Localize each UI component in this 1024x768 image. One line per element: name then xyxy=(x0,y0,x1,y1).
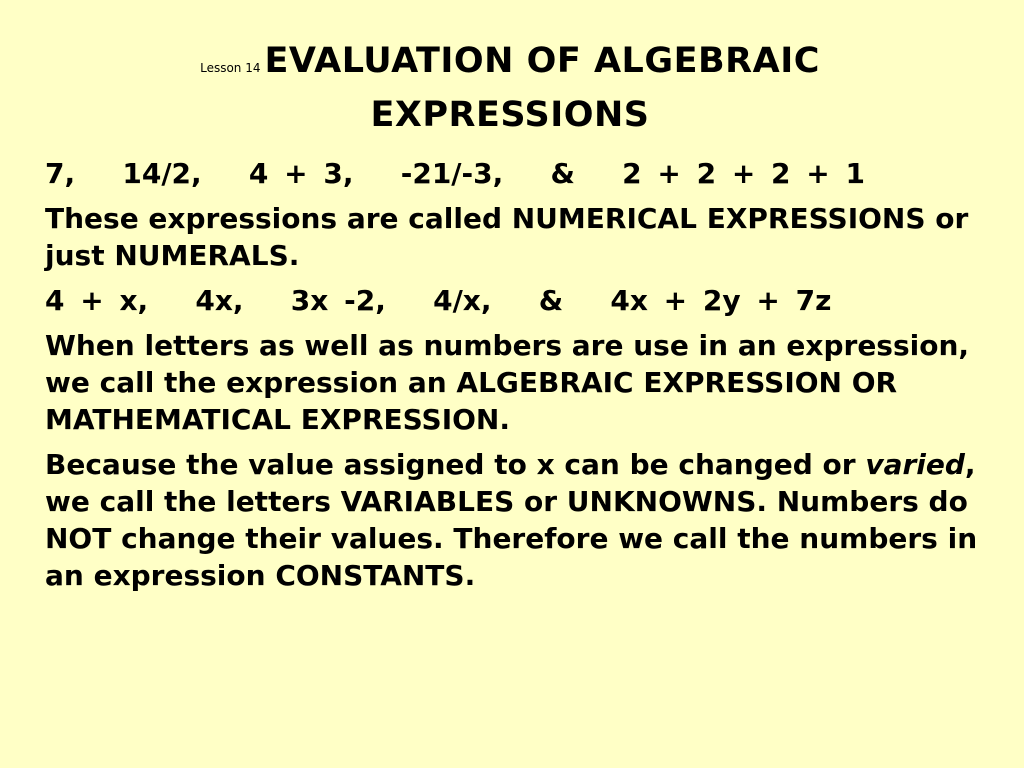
numerical-definition: These expressions are called NUMERICAL EXPRESSIONS or just NUMERALS. xyxy=(45,202,969,272)
slide-title xyxy=(120,38,900,139)
algebraic-examples: 4 + x, 4x, 3x -2, 4/x, & 4x + 2y + 7z xyxy=(45,284,832,317)
variables-italic-word: varied xyxy=(865,448,965,481)
variables-text-end: , we call the letters VARIABLES or UNKNOWNS. Numbers do NOT change their values. Therefore we call the numbers in an expression CONSTANTS. xyxy=(45,448,978,592)
lesson-label: Lesson 14 xyxy=(200,61,261,75)
title-text: EVALUATION OF ALGEBRAIC EXPRESSIONS xyxy=(264,41,820,135)
variables-paragraph xyxy=(45,446,985,594)
slide-body xyxy=(45,155,985,602)
variables-text-start: Because the value assigned to x can be changed or xyxy=(45,448,866,481)
numerical-examples: 7, 14/2, 4 + 3, -21/-3, & 2 + 2 + 2 + 1 xyxy=(45,157,865,190)
algebraic-definition: When letters as well as numbers are use in an expression, we call the expression an ALGEBRAIC EXPRESSION OR MATHEMATICAL EXPRESSION. xyxy=(45,329,970,436)
